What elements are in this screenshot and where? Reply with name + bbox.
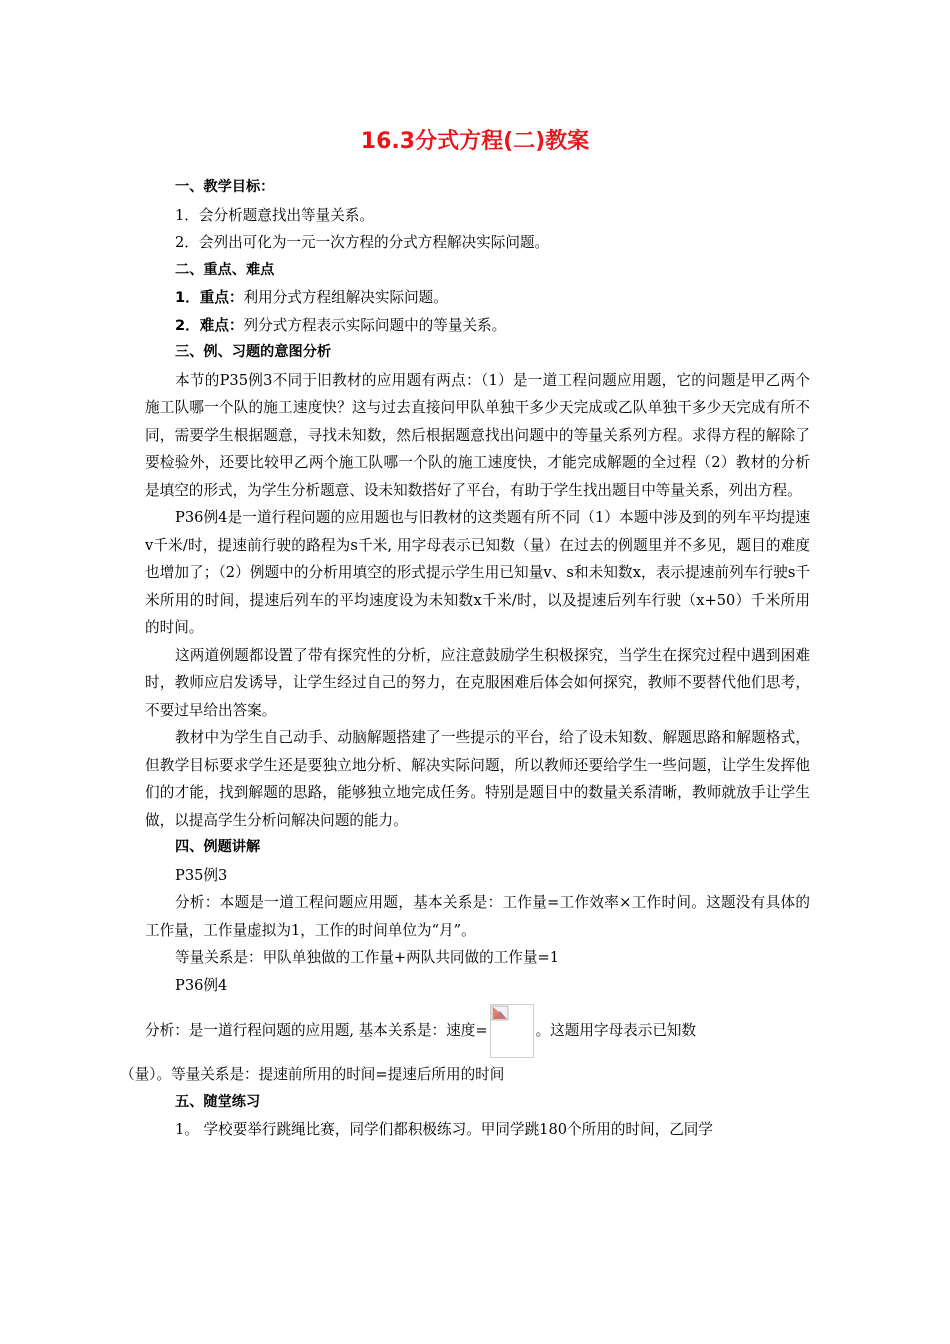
- section-heading-analysis: 三、例、习题的意图分析: [175, 344, 332, 360]
- example-analysis-formula-line: [145, 999, 810, 1061]
- objective-item: 1．会分析题意找出等量关系。: [175, 206, 375, 224]
- analysis-paragraph: P36例4是一道行程问题的应用题也与旧教材的这类题有所不同（1）本题中涉及到的列车平均提速v千米/时，提速前行驶的路程为s千米, 用字母表示已知数（量）在过去的例题里并不多见，题目的难度也增加了；（2）例题中的分析用填空的形式提示学生用已知量v、s和未知数x，表示提速前列车行驶s千米所用的时间，提速后列车的平均速度设为未知数x千米/时，以及提速后列车行驶（x+50）千米所用的时间。: [145, 509, 810, 636]
- objective-item: 2．会列出可化为一元一次方程的分式方程解决实际问题。: [175, 234, 550, 251]
- key-point-line: [145, 284, 810, 312]
- example-relation: 等量关系是：甲队单独做的工作量+两队共同做的工作量=1: [175, 949, 559, 966]
- formula-text-after: 。这题用字母表示已知数: [535, 1022, 697, 1039]
- example-analysis: 分析：本题是一道工程问题应用题，基本关系是：工作量=工作效率×工作时间。这题没有具体的工作量，工作量虚拟为1，工作的时间单位为“月”。: [145, 894, 810, 939]
- analysis-paragraph: 本节的P35例3不同于旧教材的应用题有两点：（1）是一道工程问题应用题，它的问题是甲乙两个施工队哪一个队的施工速度快？这与过去直接问甲队单独干多少天完成或乙队单独干多少天完成有所不同，需要学生根据题意，寻找未知数，然后根据题意找出问题中的等量关系列方程。求得方程的解除了要检验外，还要比较甲乙两个施工队哪一个队的施工速度快，才能完成解题的全过程（2）教材的分析是填空的形式，为学生分析题意、设未知数搭好了平台，有助于学生找出题目中等量关系，列出方程。: [145, 371, 810, 499]
- analysis-paragraph: 教材中为学生自己动手、动脑解题搭建了一些提示的平台，给了设未知数、解题思路和解题格式，但教学目标要求学生还是要独立地分析、解决实际问题，所以教师还要给学生一些问题，让学生发挥他们的才能，找到解题的思路，能够独立地完成任务。特别是题目中的数量关系清晰，教师就放手让学生做，以提高学生分析问解决问题的能力。: [145, 729, 810, 829]
- practice-item: 1。 学校要举行跳绳比赛，同学们都积极练习。甲同学跳180个所用的时间，乙同学: [175, 1121, 713, 1138]
- key-point-text: 利用分式方程组解决实际问题。: [243, 289, 448, 306]
- key-point-label: 1．重点：: [175, 289, 244, 306]
- formula-text-row: [145, 1004, 696, 1058]
- section-heading-examples: 四、例题讲解: [175, 839, 261, 855]
- section-heading-key-points: 二、重点、难点: [175, 261, 275, 278]
- difficulty-line: [145, 312, 810, 340]
- formula-text-before: 分析：是一道行程问题的应用题, 基本关系是：速度=: [145, 1022, 488, 1039]
- example-label: P35例3: [175, 866, 228, 884]
- difficulty-label: 2．难点：: [175, 316, 244, 334]
- section-heading-practice: 五、随堂练习: [175, 1093, 261, 1110]
- document-body: [120, 174, 810, 1144]
- example-label: P36例4: [175, 976, 228, 994]
- example-relation-continued: （量）。等量关系是：提速前所用的时间=提速后所用的时间: [120, 1066, 505, 1083]
- page-title: 16.3分式方程(二)教案: [360, 129, 590, 154]
- section-heading-objectives: 一、教学目标：: [175, 179, 275, 195]
- analysis-paragraph: 这两道例题都设置了带有探究性的分析，应注意鼓励学生积极探究，当学生在探究过程中遇到困难时，教师应启发诱导，让学生经过自己的努力，在克服困难后体会如何探究，教师不要替代他们思考，不要过早给出答案。: [145, 646, 810, 719]
- difficulty-text: 列分式方程表示实际问题中的等量关系。: [243, 316, 507, 334]
- formula-image-icon: [490, 1004, 534, 1058]
